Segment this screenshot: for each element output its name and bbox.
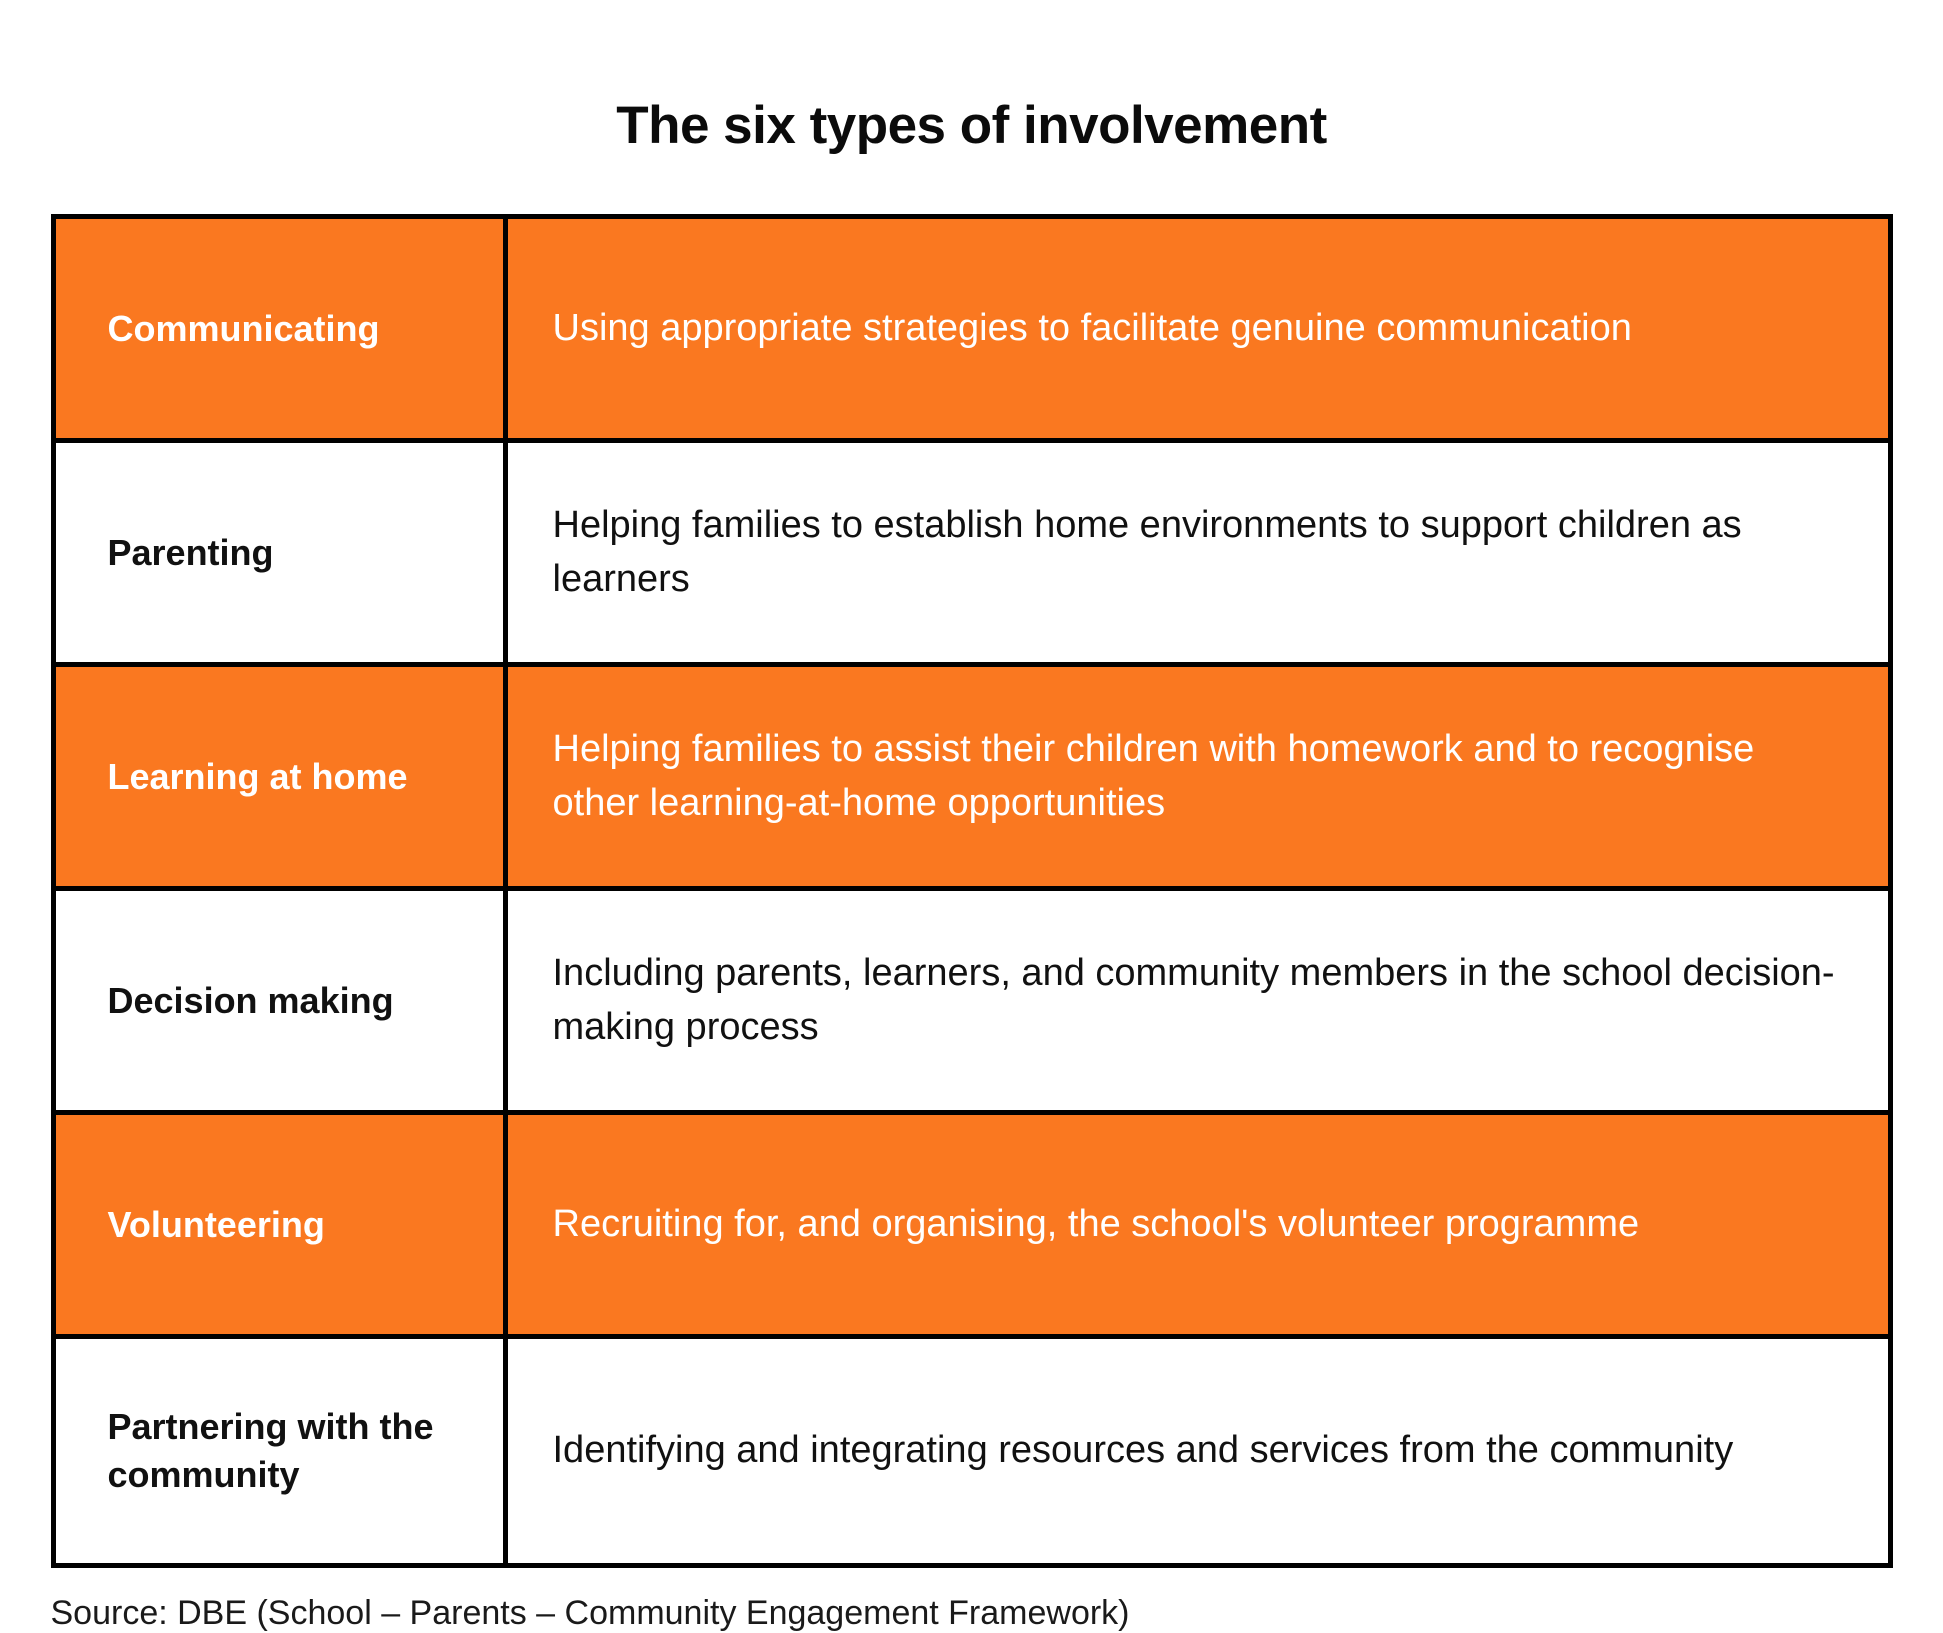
row-description: Using appropriate strategies to facilitate genuine communication xyxy=(552,306,1632,349)
row-label: Volunteering xyxy=(56,1115,508,1334)
row-label: Partnering with the community xyxy=(56,1339,508,1563)
row-description: Identifying and integrating resources and services from the community xyxy=(552,1429,1734,1472)
row-description: Helping families to assist their children with homework and to recognise other learning-at-home opportunities xyxy=(552,727,1755,824)
involvement-table xyxy=(51,214,1893,1568)
table-row xyxy=(56,219,1888,443)
row-label: Parenting xyxy=(56,443,508,662)
row-description: Recruiting for, and organising, the school's volunteer programme xyxy=(552,1202,1640,1245)
table-row xyxy=(56,443,1888,667)
table-row xyxy=(56,1339,1888,1563)
row-description: Including parents, learners, and community members in the school decision-making process xyxy=(552,951,1835,1048)
table-row xyxy=(56,667,1888,891)
page-title: The six types of involvement xyxy=(616,96,1327,155)
row-label: Learning at home xyxy=(56,667,508,886)
table-row xyxy=(56,891,1888,1115)
row-description: Helping families to establish home environments to support children as learners xyxy=(552,503,1742,600)
source-note: Source: DBE (School – Parents – Community Engagement Framework) xyxy=(50,1594,1130,1632)
row-label: Decision making xyxy=(56,891,508,1110)
table-row xyxy=(56,1115,1888,1339)
row-label: Communicating xyxy=(56,219,508,438)
